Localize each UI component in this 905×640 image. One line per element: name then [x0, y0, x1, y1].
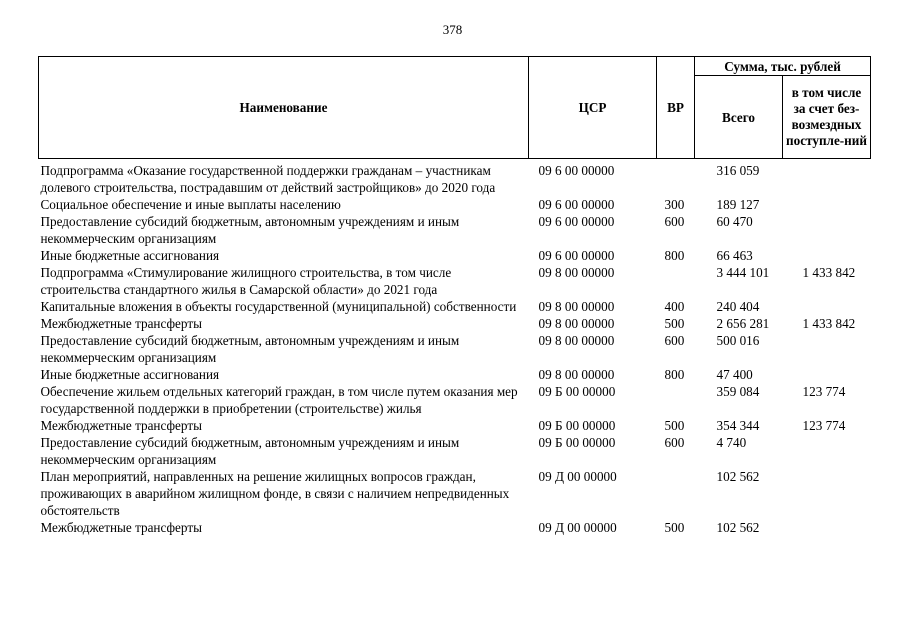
row-csr: 09 6 00 00000: [538, 197, 615, 212]
row-csr: 09 6 00 00000: [538, 248, 615, 263]
row-total: 359 084: [716, 384, 760, 399]
row-csr: 09 6 00 00000: [538, 214, 615, 229]
page-number: 378: [442, 22, 463, 37]
header-csr: ЦСР: [529, 57, 657, 159]
row-csr: 09 Б 00 00000: [538, 418, 616, 433]
row-vr: 300: [664, 197, 685, 212]
row-name: Подпрограмма «Оказание государственной поддержки гражданам – участникам долевого строительства, пострадавшим от действий застройщиков» до 2020 года: [40, 163, 496, 195]
row-vr: [657, 383, 695, 417]
row-vr: 600: [664, 333, 685, 348]
row-including: [783, 434, 871, 468]
row-name: Межбюджетные трансферты: [40, 418, 202, 433]
row-name: Межбюджетные трансферты: [40, 520, 202, 535]
row-total: 3 444 101: [716, 265, 770, 280]
table-row: [39, 213, 871, 247]
row-vr: [657, 468, 695, 519]
table-row: [39, 264, 871, 298]
row-name: План мероприятий, направленных на решение жилищных вопросов граждан, проживающих в аварийном жилищном фонде, в связи с наличием непредвиденных обстоятельств: [40, 469, 510, 518]
row-name: Иные бюджетные ассигнования: [40, 248, 220, 263]
row-total: 102 562: [716, 469, 760, 484]
table-row: [39, 383, 871, 417]
row-including: [783, 366, 871, 383]
row-csr: 09 8 00 00000: [538, 367, 615, 382]
row-including: [783, 159, 871, 197]
row-csr: 09 Б 00 00000: [538, 435, 616, 450]
row-total: 60 470: [716, 214, 753, 229]
row-vr: [657, 159, 695, 197]
row-vr: 500: [664, 418, 685, 433]
table-body: [39, 159, 871, 537]
row-including: [783, 298, 871, 315]
row-csr: 09 8 00 00000: [538, 299, 615, 314]
row-name: Подпрограмма «Стимулирование жилищного строительства, в том числе строительства стандартного жилья в Самарской области» до 2021 года: [40, 265, 452, 297]
table-row: [39, 417, 871, 434]
table-row: [39, 315, 871, 332]
table-row: [39, 159, 871, 197]
row-name: Иные бюджетные ассигнования: [40, 367, 220, 382]
row-vr: [657, 264, 695, 298]
table-header: [39, 57, 871, 159]
row-including: 123 774: [802, 384, 846, 399]
row-total: 500 016: [716, 333, 760, 348]
row-name: Обеспечение жильем отдельных категорий граждан, в том числе путем оказания мер государственной поддержки в приобретении (строительстве) жилья: [40, 384, 518, 416]
row-csr: 09 8 00 00000: [538, 333, 615, 348]
row-vr: 400: [664, 299, 685, 314]
row-including: [783, 332, 871, 366]
header-including: в том числе за счет без-возмездных поступле-ний: [783, 76, 871, 159]
row-csr: 09 8 00 00000: [538, 265, 615, 280]
table-row: [39, 519, 871, 536]
table-row: [39, 366, 871, 383]
row-csr: 09 6 00 00000: [538, 163, 615, 178]
row-csr: 09 Д 00 00000: [538, 520, 617, 535]
table-row: [39, 247, 871, 264]
row-including: [783, 196, 871, 213]
header-vr: ВР: [657, 57, 695, 159]
row-total: 66 463: [716, 248, 753, 263]
row-total: 189 127: [716, 197, 760, 212]
row-total: 4 740: [716, 435, 747, 450]
table-row: [39, 196, 871, 213]
row-csr: 09 Д 00 00000: [538, 469, 617, 484]
row-including: [783, 247, 871, 264]
row-total: 240 404: [716, 299, 760, 314]
row-name: Межбюджетные трансферты: [40, 316, 202, 331]
row-name: Предоставление субсидий бюджетным, автономным учреждениям и иным некоммерческим организациям: [40, 214, 460, 246]
table-row: [39, 468, 871, 519]
row-vr: 600: [664, 435, 685, 450]
header-name: Наименование: [39, 57, 529, 159]
row-including: 123 774: [802, 418, 846, 433]
row-vr: 500: [664, 316, 685, 331]
row-name: Социальное обеспечение и иные выплаты населению: [40, 197, 341, 212]
row-name: Предоставление субсидий бюджетным, автономным учреждениям и иным некоммерческим организациям: [40, 333, 460, 365]
row-total: 2 656 281: [716, 316, 770, 331]
row-name: Капитальные вложения в объекты государственной (муниципальной) собственности: [40, 299, 517, 314]
table-row: [39, 298, 871, 315]
budget-table: [38, 56, 871, 536]
row-total: 316 059: [716, 163, 760, 178]
row-total: 102 562: [716, 520, 760, 535]
row-including: [783, 519, 871, 536]
row-including: [783, 213, 871, 247]
row-including: [783, 468, 871, 519]
row-vr: 800: [664, 367, 685, 382]
table-row: [39, 332, 871, 366]
header-total: Всего: [695, 76, 783, 159]
row-csr: 09 Б 00 00000: [538, 384, 616, 399]
row-csr: 09 8 00 00000: [538, 316, 615, 331]
row-vr: 500: [664, 520, 685, 535]
table-row: [39, 434, 871, 468]
header-sum: Сумма, тыс. рублей: [695, 57, 871, 76]
row-including: 1 433 842: [802, 265, 856, 280]
row-name: Предоставление субсидий бюджетным, автономным учреждениям и иным некоммерческим организациям: [40, 435, 460, 467]
row-vr: 800: [664, 248, 685, 263]
row-including: 1 433 842: [802, 316, 856, 331]
row-total: 47 400: [716, 367, 753, 382]
row-vr: 600: [664, 214, 685, 229]
row-total: 354 344: [716, 418, 760, 433]
